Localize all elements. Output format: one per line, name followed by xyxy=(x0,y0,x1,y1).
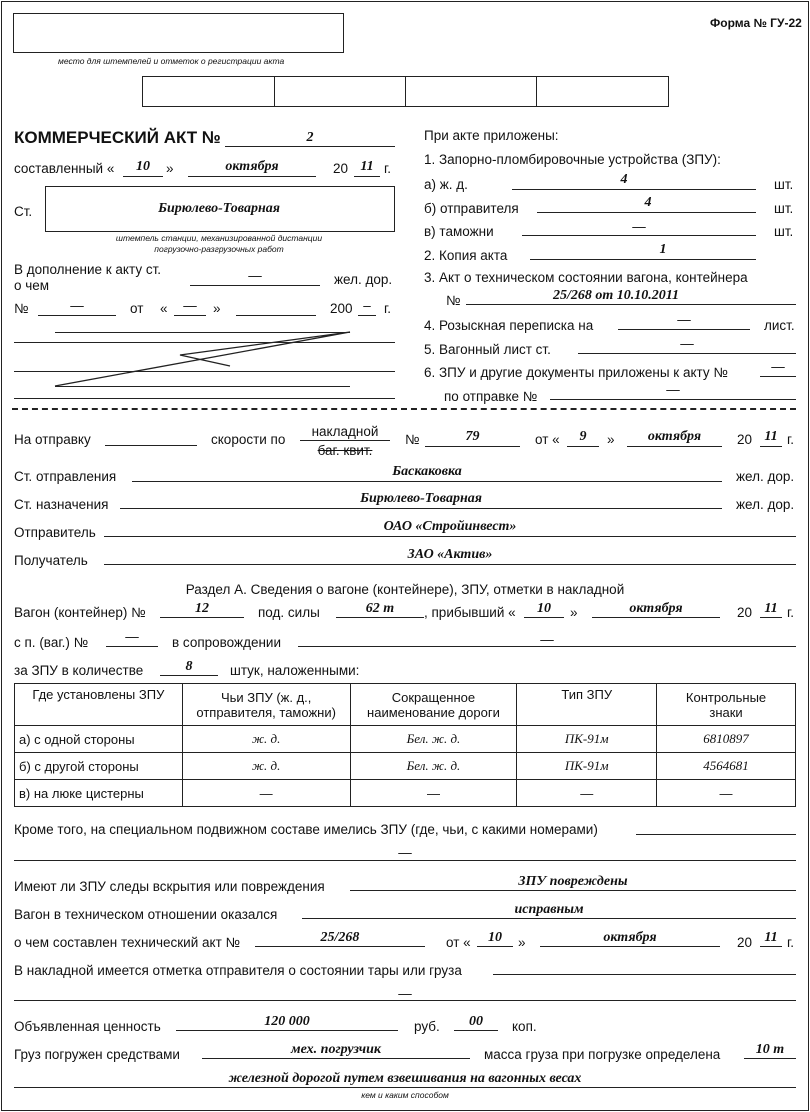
addition-day-value: — xyxy=(183,298,197,313)
tech-act-day-line xyxy=(477,946,513,947)
sp-line xyxy=(106,646,158,647)
receiver-label: Получатель xyxy=(14,553,88,568)
attachments-item2: 2. Копия акта xyxy=(424,248,508,263)
col-header-type: Тип ЗПУ xyxy=(517,684,657,726)
attachments-item6b: по отправке № xyxy=(444,389,538,404)
attach-wagon-line xyxy=(578,353,796,354)
attach-b-label: б) отправителя xyxy=(424,201,519,216)
addition-line1: В дополнение к акту ст. xyxy=(14,262,162,277)
year-suffix: г. xyxy=(787,432,795,447)
attach-a-line xyxy=(512,189,756,190)
special-stock-value: — xyxy=(398,845,412,860)
speed-label: скорости по xyxy=(211,432,286,447)
table-row xyxy=(15,753,796,780)
cut-line xyxy=(12,408,796,410)
shipment-year: 11 xyxy=(764,429,778,444)
attach-shipment-line xyxy=(550,399,796,400)
arrived-year: 11 xyxy=(764,601,778,616)
kop-value: 00 xyxy=(469,1014,483,1029)
table-cell: ж. д. xyxy=(182,753,350,780)
destination-line xyxy=(120,508,722,509)
sp-value: — xyxy=(125,629,139,644)
wagon-value: 12 xyxy=(195,601,209,616)
special-stock-line-2 xyxy=(14,860,796,861)
arrived-day: 10 xyxy=(537,601,551,616)
wagon-line xyxy=(160,617,244,618)
railway-label: жел. дор. xyxy=(334,272,393,287)
mass-label: масса груза при погрузке определена xyxy=(484,1047,721,1062)
station-label: Ст. xyxy=(14,204,33,219)
attach-copy-line xyxy=(530,259,756,260)
escort-label: в сопровождении xyxy=(172,635,281,650)
act-day: 10 xyxy=(136,159,150,174)
sender-mark-line xyxy=(493,974,796,975)
shipment-no-line xyxy=(425,446,520,447)
doc-type-bottom: баг. квит. xyxy=(317,443,373,458)
arrived-month: октября xyxy=(629,601,683,616)
arrived-year-line xyxy=(760,617,782,618)
attach-zpu-act-value: — xyxy=(771,359,785,374)
zpu-count-suffix: штук, наложенными: xyxy=(230,663,360,678)
shipment-month-line xyxy=(627,446,722,447)
tech-act-value: 25/268 xyxy=(320,930,360,945)
station-caption-2: погрузочно-разгрузочных работ xyxy=(154,244,284,254)
year-prefix: 20 xyxy=(737,935,753,950)
sender-mark-label: В накладной имеется отметка отправителя о состоянии тары или груза xyxy=(14,963,462,978)
tech-act-month-line xyxy=(540,946,720,947)
quote-close: » xyxy=(607,432,615,447)
shipment-from: от « xyxy=(535,432,560,447)
sp-label: с п. (ваг.) № xyxy=(14,635,89,650)
shipment-day-line xyxy=(567,446,599,447)
arrived-label: , прибывший « xyxy=(424,605,516,620)
form-label: Форма № ГУ-22 xyxy=(710,16,802,30)
declared-value-label: Объявленная ценность xyxy=(14,1019,161,1034)
departure-value: Баскаковка xyxy=(392,464,462,479)
escort-value: — xyxy=(540,632,554,647)
quote-close: » xyxy=(518,935,526,950)
zpu-table xyxy=(14,683,796,807)
zpu-count-line xyxy=(160,675,218,676)
departure-label: Ст. отправления xyxy=(14,469,117,484)
doc-type-top: накладной xyxy=(311,424,379,439)
capacity-label: под. силы xyxy=(258,605,320,620)
unit-label: шт. xyxy=(774,177,794,192)
shipment-line xyxy=(105,445,197,446)
table-cell: — xyxy=(182,780,350,807)
rub-label: руб. xyxy=(414,1019,440,1034)
table-header-row xyxy=(15,684,796,726)
sender-value: ОАО «Стройинвест» xyxy=(383,519,517,534)
kop-label: коп. xyxy=(512,1019,537,1034)
declared-value-line xyxy=(176,1030,398,1031)
tech-condition-value: исправным xyxy=(514,902,584,917)
year-suffix: г. xyxy=(787,605,795,620)
method-value: железной дорогой путем взвешивания на вагонных весах xyxy=(228,1071,582,1086)
attach-act-line xyxy=(466,304,796,305)
table-cell: б) с другой стороны xyxy=(15,753,183,780)
tech-act-year-line xyxy=(760,946,782,947)
attachments-item3: 3. Акт о техническом состоянии вагона, контейнера xyxy=(424,270,748,285)
col-header-road: Сокращенное наименование дороги xyxy=(350,684,517,726)
table-cell: Бел. ж. д. xyxy=(350,753,517,780)
receiver-value: ЗАО «Актив» xyxy=(407,547,493,562)
act-title: КОММЕРЧЕСКИЙ АКТ № xyxy=(14,128,221,147)
attach-b-value: 4 xyxy=(644,195,652,210)
attachments-item4: 4. Розыскная переписка на xyxy=(424,318,594,333)
attachments-item1: 1. Запорно-пломбировочные устройства (ЗПУ): xyxy=(424,152,721,167)
year-prefix: 20 xyxy=(333,161,349,176)
attach-copy-value: 1 xyxy=(659,242,667,257)
attach-search-value: — xyxy=(677,312,691,327)
zpu-count-label: за ЗПУ в количестве xyxy=(14,663,144,678)
attach-a-value: 4 xyxy=(620,172,628,187)
attach-v-line xyxy=(522,235,756,236)
special-stock-label: Кроме того, на специальном подвижном составе имелись ЗПУ (где, чьи, с какими номерами) xyxy=(14,822,598,837)
attach-search-line xyxy=(618,329,750,330)
attach-act-value: 25/268 от 10.10.2011 xyxy=(552,288,679,303)
table-cell: — xyxy=(350,780,517,807)
addition-year-label: 200 xyxy=(330,301,353,316)
attach-act-no-label: № xyxy=(446,293,461,308)
table-row xyxy=(15,780,796,807)
destination-label: Ст. назначения xyxy=(14,497,109,512)
tech-act-label: о чем составлен технический акт № xyxy=(14,935,240,950)
capacity-value: 62 т xyxy=(365,601,395,616)
table-cell: Бел. ж. д. xyxy=(350,726,517,753)
attachments-item6: 6. ЗПУ и другие документы приложены к акту № xyxy=(424,365,728,380)
tech-condition-label: Вагон в техническом отношении оказался xyxy=(14,907,278,922)
act-year: 11 xyxy=(360,159,374,174)
attachments-title: При акте приложены: xyxy=(424,128,559,143)
shipment-month: октября xyxy=(647,429,702,444)
year-suffix: г. xyxy=(384,161,392,176)
quote-close: » xyxy=(166,161,174,176)
attach-b-line xyxy=(537,212,756,213)
col-header-marks: Контрольные знаки xyxy=(657,684,796,726)
year-prefix: 20 xyxy=(737,432,753,447)
act-month: октября xyxy=(225,159,279,174)
compiled-label: составленный « xyxy=(14,161,115,176)
addition-from-label: от xyxy=(130,301,144,316)
tech-act-from: от « xyxy=(446,935,471,950)
method-line xyxy=(14,1087,796,1088)
table-cell: ПК-91м xyxy=(517,753,657,780)
destination-value: Бирюлево-Товарная xyxy=(360,491,482,506)
shipment-no-value: 79 xyxy=(465,429,480,444)
table-cell: ПК-91м xyxy=(517,726,657,753)
attach-a-label: а) ж. д. xyxy=(424,177,468,192)
table-cell: — xyxy=(657,780,796,807)
year-prefix: 20 xyxy=(737,605,753,620)
railway-label: жел. дор. xyxy=(736,497,795,512)
traces-value: ЗПУ повреждены xyxy=(518,874,628,889)
mass-value: 10 т xyxy=(755,1042,785,1057)
method-caption: кем и каким способом xyxy=(361,1090,449,1100)
table-cell: ж. д. xyxy=(182,726,350,753)
col-header-location: Где установлены ЗПУ xyxy=(15,684,183,726)
quote-close: » xyxy=(570,605,578,620)
attachments-item5: 5. Вагонный лист ст. xyxy=(424,342,551,357)
table-cell: в) на люке цистерны xyxy=(15,780,183,807)
table-cell: 6810897 xyxy=(657,726,796,753)
addition-year-suffix: г. xyxy=(384,301,392,316)
stamp-caption: место для штемпелей и отметок о регистрации акта xyxy=(58,56,285,66)
doc-type-divider xyxy=(300,440,390,441)
capacity-line xyxy=(336,617,424,618)
addition-no-value: — xyxy=(70,298,84,313)
attach-v-label: в) таможни xyxy=(424,224,494,239)
table-cell: — xyxy=(517,780,657,807)
traces-label: Имеют ли ЗПУ следы вскрытия или повреждения xyxy=(14,879,325,894)
col-header-owner: Чьи ЗПУ (ж. д., отправителя, таможни) xyxy=(182,684,350,726)
special-stock-line xyxy=(636,834,796,835)
attach-sheet-unit: лист. xyxy=(764,318,795,333)
traces-line xyxy=(350,890,796,891)
kop-line xyxy=(454,1030,498,1031)
unit-label: шт. xyxy=(774,201,794,216)
attach-v-value: — xyxy=(632,219,646,234)
sender-label: Отправитель xyxy=(14,525,96,540)
addition-year-value: – xyxy=(363,298,371,313)
unit-label: шт. xyxy=(774,224,794,239)
tech-act-day: 10 xyxy=(488,930,502,945)
sender-mark-value: — xyxy=(398,986,412,1001)
loaded-by-line xyxy=(202,1058,470,1059)
addition-no-label: № xyxy=(14,301,29,316)
tech-condition-line xyxy=(302,918,796,919)
station-value: Бирюлево-Товарная xyxy=(158,201,280,216)
wagon-label: Вагон (контейнер) № xyxy=(14,605,146,620)
shipment-day: 9 xyxy=(579,429,587,444)
year-suffix: г. xyxy=(787,935,795,950)
attach-wagon-value: — xyxy=(680,336,694,351)
tech-act-line xyxy=(255,946,425,947)
table-cell: 4564681 xyxy=(657,753,796,780)
table-row xyxy=(15,726,796,753)
attach-zpu-act-line xyxy=(760,376,796,377)
addition-line2: о чем xyxy=(14,278,50,293)
quote-open: « xyxy=(160,301,168,316)
railway-label: жел. дор. xyxy=(736,469,795,484)
sender-line xyxy=(104,536,796,537)
loaded-by-value: мех. погрузчик xyxy=(291,1042,381,1057)
station-caption-1: штемпель станции, механизированной дистанции xyxy=(115,233,323,243)
shipment-label: На отправку xyxy=(14,432,91,447)
arrived-day-line xyxy=(524,617,564,618)
section-a-title: Раздел А. Сведения о вагоне (контейнере), ЗПУ, отметки в накладной xyxy=(185,582,625,597)
act-number: 2 xyxy=(306,130,314,145)
tech-act-month: октября xyxy=(603,930,657,945)
departure-line xyxy=(132,481,722,482)
attach-shipment-value: — xyxy=(666,382,680,397)
shipment-year-line xyxy=(760,446,782,447)
receiver-line xyxy=(104,564,796,565)
tech-act-year: 11 xyxy=(764,930,778,945)
loaded-by-label: Груз погружен средствами xyxy=(14,1047,180,1062)
shipment-no-label: № xyxy=(405,432,420,447)
arrived-month-line xyxy=(592,617,720,618)
mass-line xyxy=(744,1058,796,1059)
quote-close: » xyxy=(213,301,221,316)
zpu-count-value: 8 xyxy=(185,659,193,674)
table-cell: а) с одной стороны xyxy=(15,726,183,753)
addition-station-value: — xyxy=(248,268,262,283)
declared-value-amount: 120 000 xyxy=(264,1014,310,1029)
